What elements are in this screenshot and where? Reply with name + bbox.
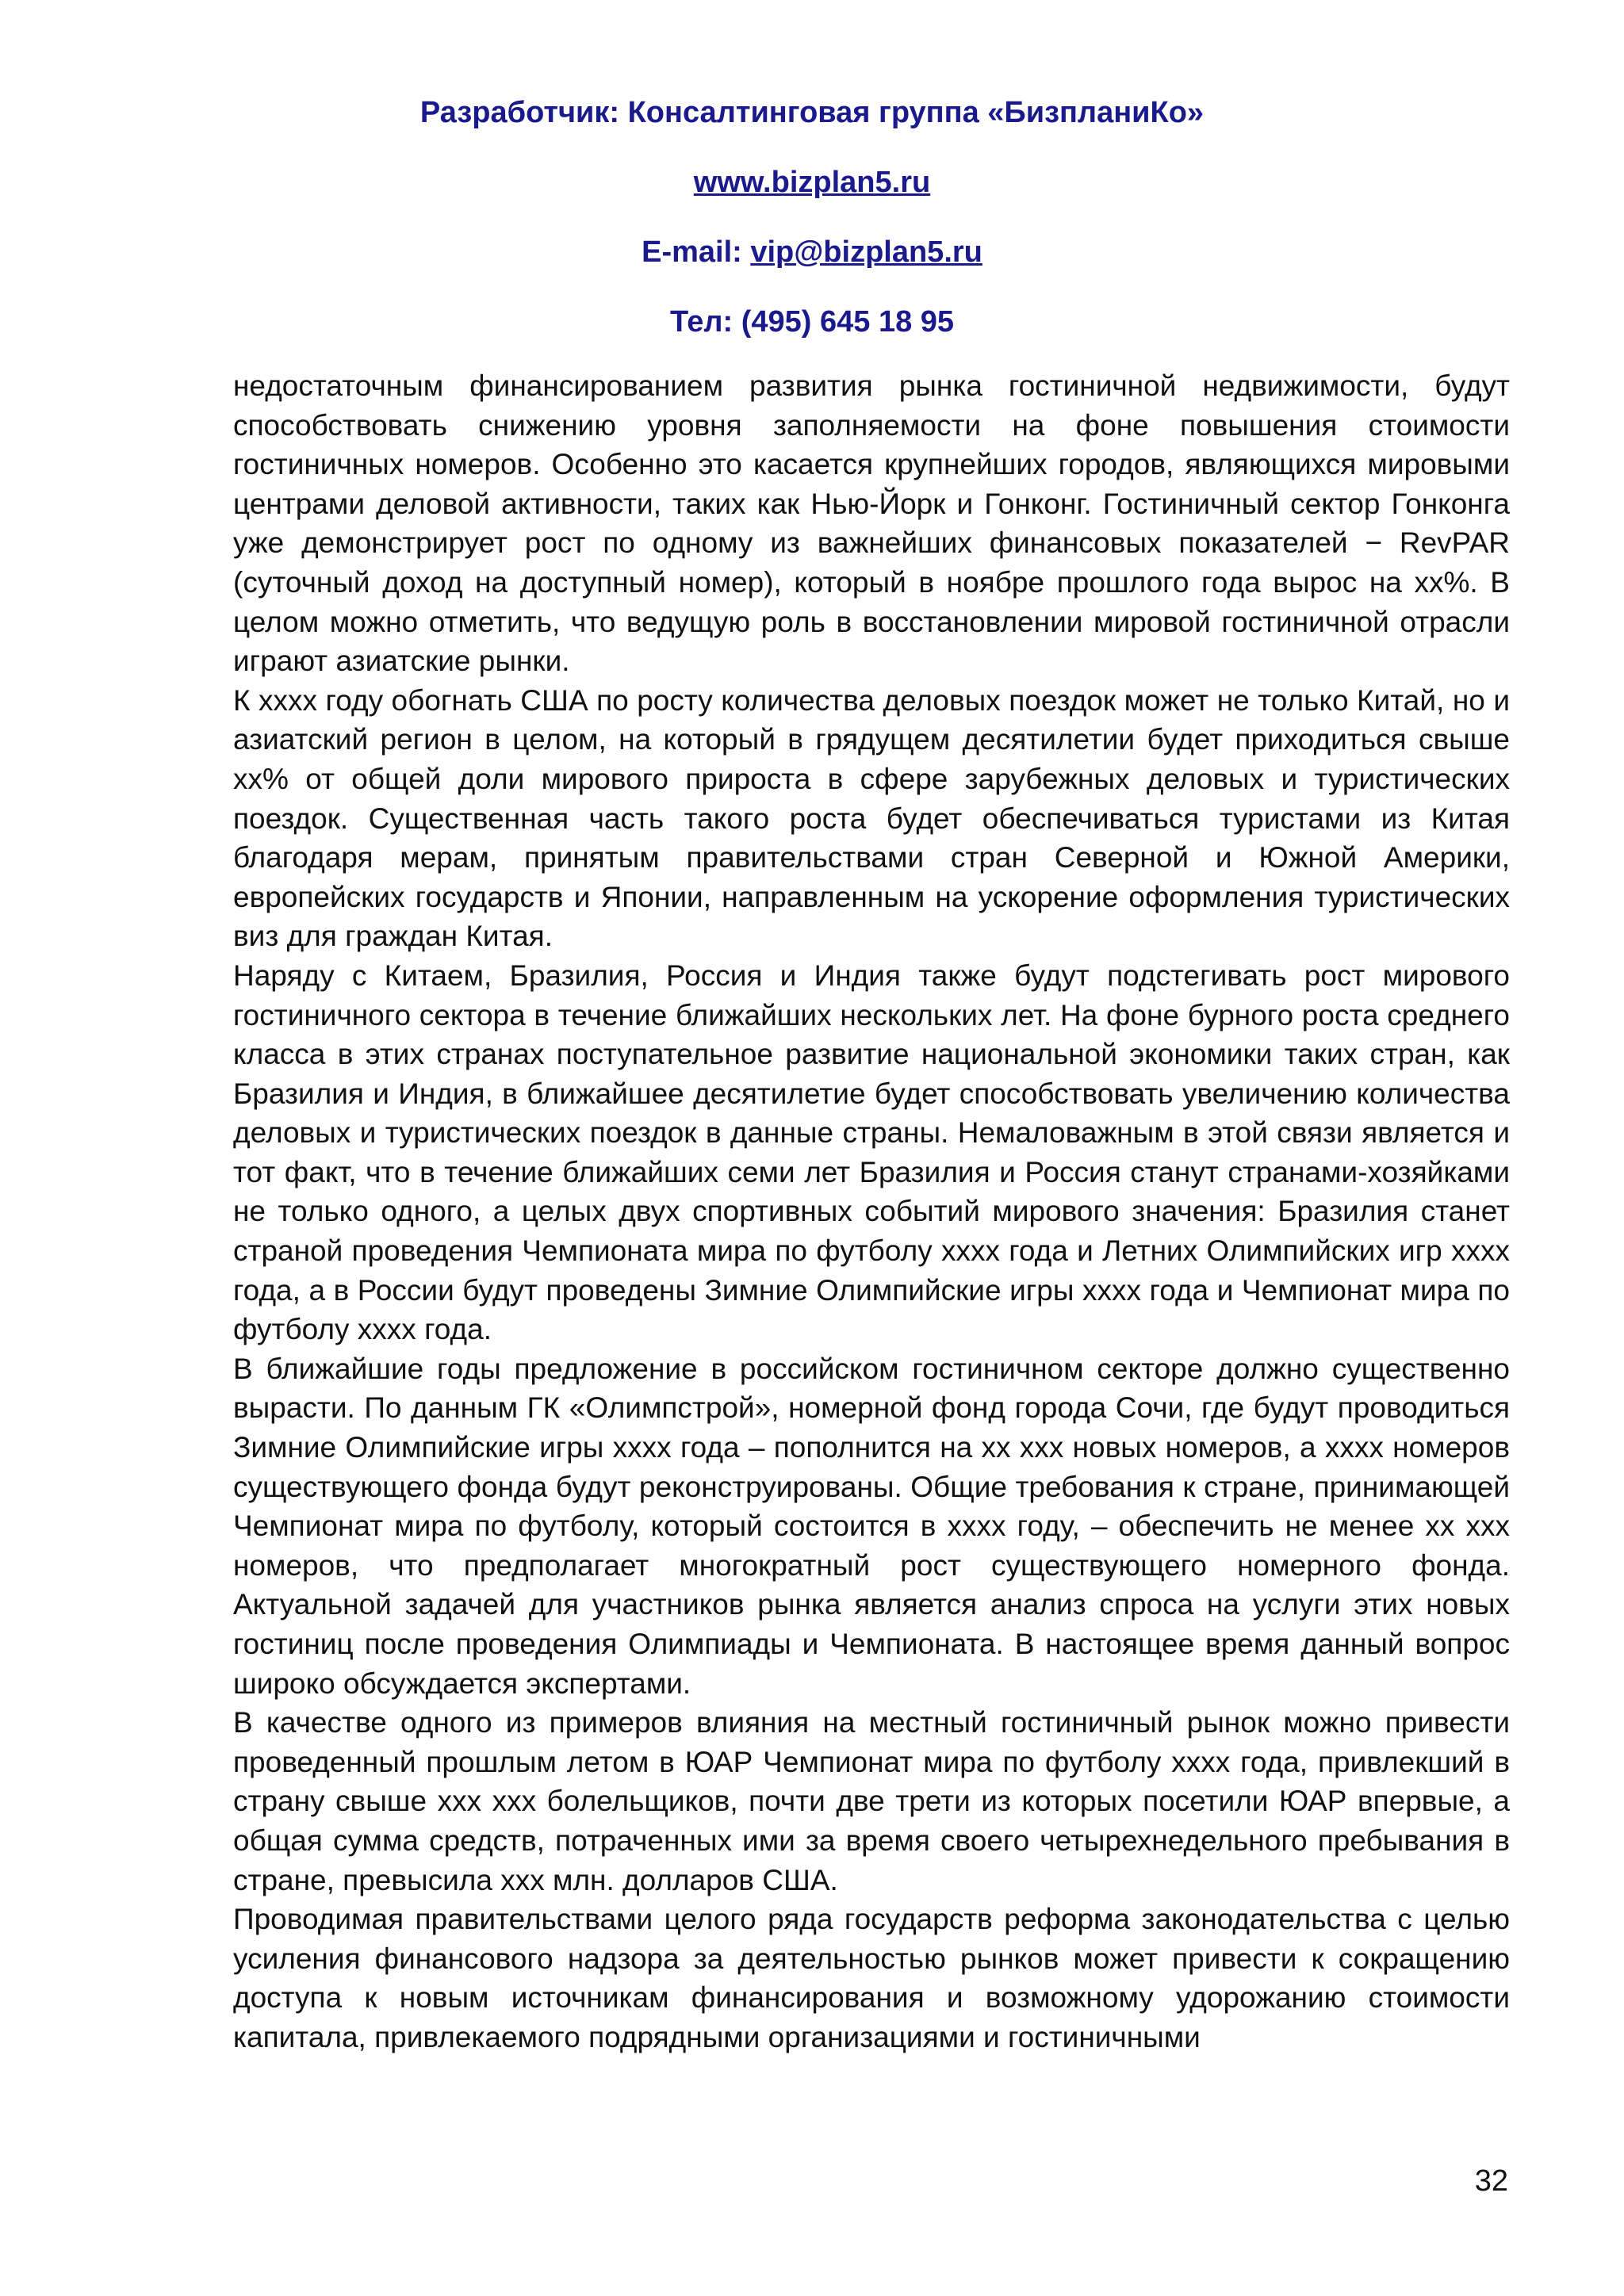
page-number: 32: [1474, 2164, 1508, 2198]
phone-line: Тел: (495) 645 18 95: [669, 305, 955, 339]
email-label: E-mail:: [642, 235, 751, 269]
paragraph: Наряду с Китаем, Бразилия, Россия и Индия также будут подстегивать рост мирового гостиничного сектора в течение ближайших нескольких лет. На фоне бурного роста среднего класса в этих странах поступательное развитие национальной экономики таких стран, как Бразилия и Индия, в ближайшее десятилетие будет способствовать увеличению количества деловых и туристических поездок в данные страны. Немаловажным в этой связи является и тот факт, что в течение ближайших семи лет Бразилия и Россия станут странами-хозяйками не только одного, а целых двух спортивных событий мирового значения: Бразилия станет страной проведения Чемпионата мира по футболу xxxx года и Летних Олимпийских игр xxxx года, а в России будут проведены Зимние Олимпийские игры xxxx года и Чемпионат мира по футболу xxxx года.: [233, 959, 1510, 1346]
paragraph: К xxxx году обогнать США по росту количества деловых поездок может не только Китай, но и азиатский регион в целом, на который в грядущем десятилетии будет приходиться свыше xx% от общей доли мирового прироста в сфере зарубежных деловых и туристических поездок. Существенная часть такого роста будет обеспечиваться туристами из Китая благодаря мерам, принятым правительствами стран Северной и Южной Америки, европейских государств и Японии, направленным на ускорение оформления туристических виз для граждан Китая.: [233, 683, 1510, 953]
website-line: [0, 159, 1624, 228]
document-body: [233, 366, 1510, 2057]
email-link[interactable]: vip@bizplan5.ru: [750, 235, 982, 269]
website-link[interactable]: www.bizplan5.ru: [693, 166, 931, 199]
paragraph: В качестве одного из примеров влияния на местный гостиничный рынок можно привести проведенный прошлым летом в ЮАР Чемпионат мира по футболу xxxx года, привлекший в страну свыше xxx xxx болельщиков, почти две трети из которых посетили ЮАР впервые, а общая сумма средств, потраченных ими за время своего четырехнедельного пребывания в стране, превысила xxx млн. долларов США.: [233, 1706, 1510, 1896]
paragraph: недостаточным финансированием развития рынка гостиничной недвижимости, будут способствовать снижению уровня заполняемости на фоне повышения стоимости гостиничных номеров. Особенно это касается крупнейших городов, являющихся мировыми центрами деловой активности, таких как Нью-Йорк и Гонконг. Гостиничный сектор Гонконга уже демонстрирует рост по одному из важнейших финансовых показателей − RevPAR (суточный доход на доступный номер), который в ноябре прошлого года вырос на xx%. В целом можно отметить, что ведущую роль в восстановлении мировой гостиничной отрасли играют азиатские рынки.: [233, 369, 1510, 678]
paragraph: Проводимая правительствами целого ряда государств реформа законодательства с целью усиления финансового надзора за деятельностью рынков может привести к сокращению доступа к новым источникам финансирования и возможному удорожанию стоимости капитала, привлекаемого подрядными организациями и гостиничными: [233, 1903, 1510, 2053]
paragraph: В ближайшие годы предложение в российском гостиничном секторе должно существенно вырасти. По данным ГК «Олимпстрой», номерной фонд города Сочи, где будут проводиться Зимние Олимпийские игры xxxx года – пополнится на xx xxx новых номеров, а xxxx номеров существующего фонда будут реконструированы. Общие требования к стране, принимающей Чемпионат мира по футболу, который состоится в xxxx году, – обеспечить не менее xx xxx номеров, что предполагает многократный рост существующего номерного фонда. Актуальной задачей для участников рынка является анализ спроса на услуги этих новых гостиниц после проведения Олимпиады и Чемпионата. В настоящее время данный вопрос широко обсуждается экспертами.: [233, 1352, 1510, 1700]
developer-title: Разработчик: Консалтинговая группа «БизпланиКо»: [419, 96, 1205, 129]
page-header: [0, 89, 1624, 368]
email-line: [0, 228, 1624, 298]
